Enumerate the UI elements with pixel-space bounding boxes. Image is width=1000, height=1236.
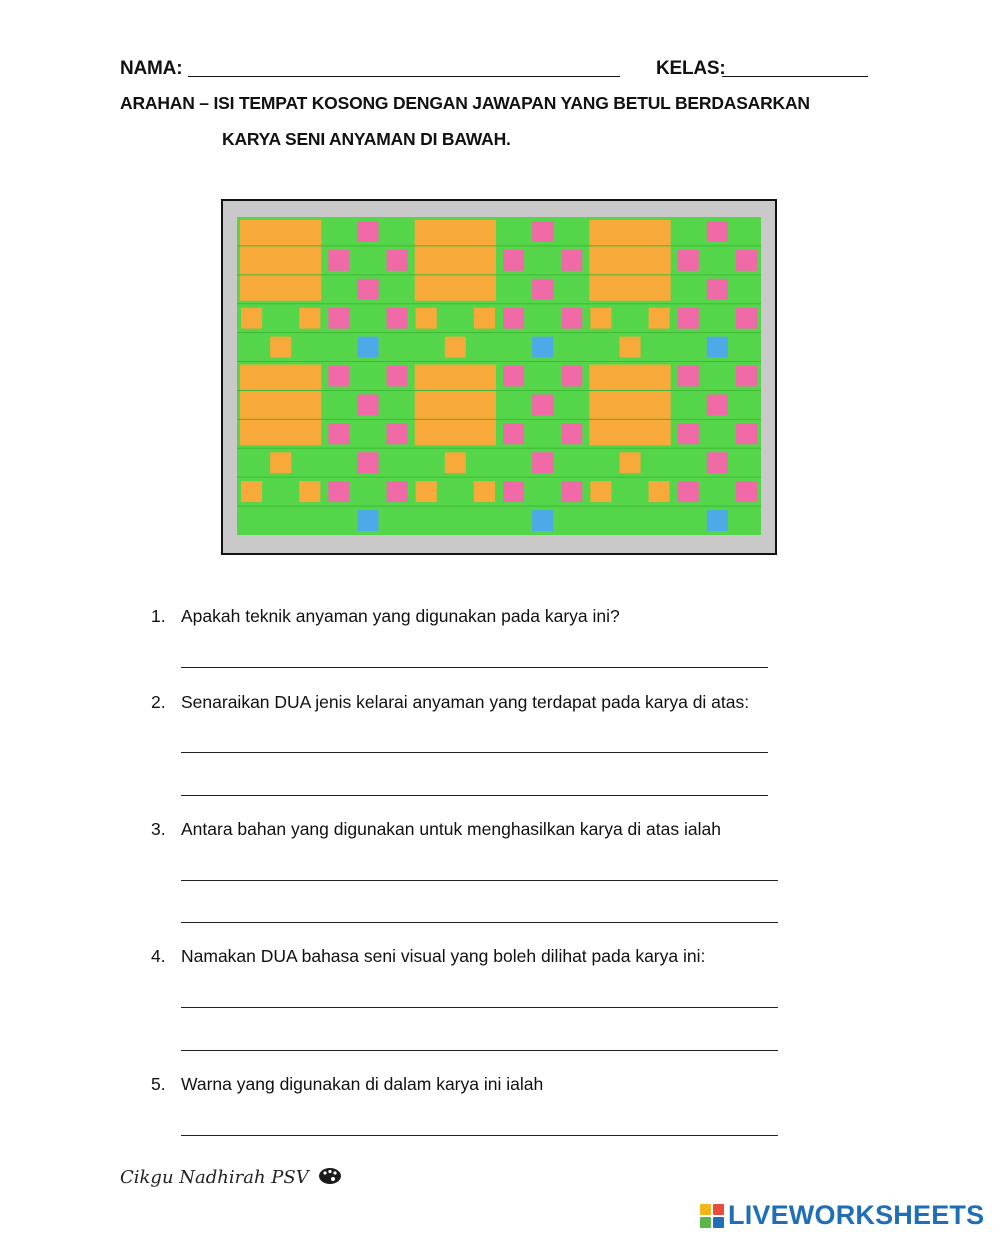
- weave-square: [387, 423, 408, 444]
- question-4-text: Namakan DUA bahasa seni visual yang boleh dilihat pada karya ini:: [181, 946, 706, 966]
- weave-square: [736, 366, 757, 387]
- weave-square: [590, 481, 611, 502]
- orange-block: [240, 365, 321, 446]
- paint-palette-icon: [318, 1167, 342, 1185]
- weave-square: [357, 394, 378, 415]
- weave-square: [445, 452, 466, 473]
- question-1-number: 1.: [151, 606, 166, 626]
- weave-square: [503, 250, 524, 271]
- weave-square: [270, 452, 291, 473]
- question-1-text: Apakah teknik anyaman yang digunakan pada karya ini?: [181, 606, 620, 626]
- weave-square: [503, 481, 524, 502]
- weave-square: [328, 366, 349, 387]
- question-5-text: Warna yang digunakan di dalam karya ini ialah: [181, 1074, 544, 1094]
- answer-line-2b[interactable]: [181, 795, 768, 796]
- question-3-text: Antara bahan yang digunakan untuk menghasilkan karya di atas ialah: [181, 819, 721, 839]
- weave-square: [503, 308, 524, 329]
- weave-square: [503, 423, 524, 444]
- weave-square: [561, 308, 582, 329]
- weave-square: [445, 337, 466, 358]
- weave-square: [619, 337, 640, 358]
- weave-square: [328, 423, 349, 444]
- weave-square: [387, 308, 408, 329]
- orange-block: [415, 220, 496, 301]
- orange-block: [240, 220, 321, 301]
- weave-square: [416, 481, 437, 502]
- weave-square: [387, 481, 408, 502]
- weave-square: [678, 423, 699, 444]
- weave-square: [707, 394, 728, 415]
- liveworksheets-brand-text: LIVEWORKSHEETS: [728, 1200, 985, 1230]
- weave-square: [532, 279, 553, 300]
- weave-square: [561, 481, 582, 502]
- arahan-line-1: ARAHAN – ISI TEMPAT KOSONG DENGAN JAWAPAN YANG BETUL BERDASARKAN: [120, 93, 810, 113]
- weave-square: [357, 337, 378, 358]
- anyaman-artwork-image: [221, 199, 777, 555]
- weave-square: [357, 510, 378, 531]
- weave-square: [678, 308, 699, 329]
- liveworksheets-logo-icon: [700, 1204, 724, 1228]
- orange-block: [589, 220, 670, 301]
- answer-line-4b[interactable]: [181, 1050, 778, 1051]
- weave-square: [590, 308, 611, 329]
- weave-square: [532, 221, 553, 242]
- weave-square: [619, 452, 640, 473]
- answer-line-1a[interactable]: [181, 667, 768, 668]
- weave-square: [328, 250, 349, 271]
- weave-square: [736, 423, 757, 444]
- weave-square: [736, 308, 757, 329]
- weave-square: [474, 481, 495, 502]
- orange-block: [589, 365, 670, 446]
- weave-square: [299, 481, 320, 502]
- weave-square: [241, 481, 262, 502]
- answer-line-2a[interactable]: [181, 752, 768, 753]
- weave-square: [357, 221, 378, 242]
- weave-square: [707, 279, 728, 300]
- weave-square: [387, 250, 408, 271]
- weave-square: [474, 308, 495, 329]
- weave-square: [707, 452, 728, 473]
- weave-square: [736, 250, 757, 271]
- nama-blank[interactable]: [188, 76, 620, 77]
- question-2-text: Senaraikan DUA jenis kelarai anyaman yang terdapat pada karya di atas:: [181, 692, 750, 712]
- kelas-label: KELAS:: [656, 58, 726, 79]
- question-4-number: 4.: [151, 946, 166, 966]
- weave-square: [532, 394, 553, 415]
- weave-square: [532, 510, 553, 531]
- signature-text: Cikgu Nadhirah PSV: [120, 1167, 309, 1188]
- question-3-number: 3.: [151, 819, 166, 839]
- weave-square: [707, 337, 728, 358]
- weave-square: [707, 221, 728, 242]
- weave-square: [503, 366, 524, 387]
- weave-square: [241, 308, 262, 329]
- weave-square: [678, 366, 699, 387]
- kelas-blank[interactable]: [722, 76, 868, 77]
- weave-square: [561, 366, 582, 387]
- weave-square: [649, 481, 670, 502]
- liveworksheets-logo[interactable]: [700, 1200, 984, 1231]
- answer-line-5a[interactable]: [181, 1135, 778, 1136]
- arahan-line-2: KARYA SENI ANYAMAN DI BAWAH.: [222, 129, 511, 149]
- weave-square: [561, 250, 582, 271]
- orange-block: [415, 365, 496, 446]
- weave-square: [736, 481, 757, 502]
- nama-label: NAMA:: [120, 58, 183, 79]
- weave-square: [357, 452, 378, 473]
- question-2-number: 2.: [151, 692, 166, 712]
- weave-square: [270, 337, 291, 358]
- weave-square: [416, 308, 437, 329]
- answer-line-3b[interactable]: [181, 922, 778, 923]
- weave-square: [678, 481, 699, 502]
- answer-line-3a[interactable]: [181, 880, 778, 881]
- weave-square: [561, 423, 582, 444]
- weave-square: [678, 250, 699, 271]
- weave-square: [649, 308, 670, 329]
- weave-square: [299, 308, 320, 329]
- question-5-number: 5.: [151, 1074, 166, 1094]
- signature: [120, 1167, 342, 1188]
- weave-square: [357, 279, 378, 300]
- answer-line-4a[interactable]: [181, 1007, 778, 1008]
- weave-square: [532, 337, 553, 358]
- weave-square: [707, 510, 728, 531]
- weave-square: [387, 366, 408, 387]
- weave-square: [328, 308, 349, 329]
- weave-square: [328, 481, 349, 502]
- weave-square: [532, 452, 553, 473]
- weave-pattern: [223, 201, 775, 553]
